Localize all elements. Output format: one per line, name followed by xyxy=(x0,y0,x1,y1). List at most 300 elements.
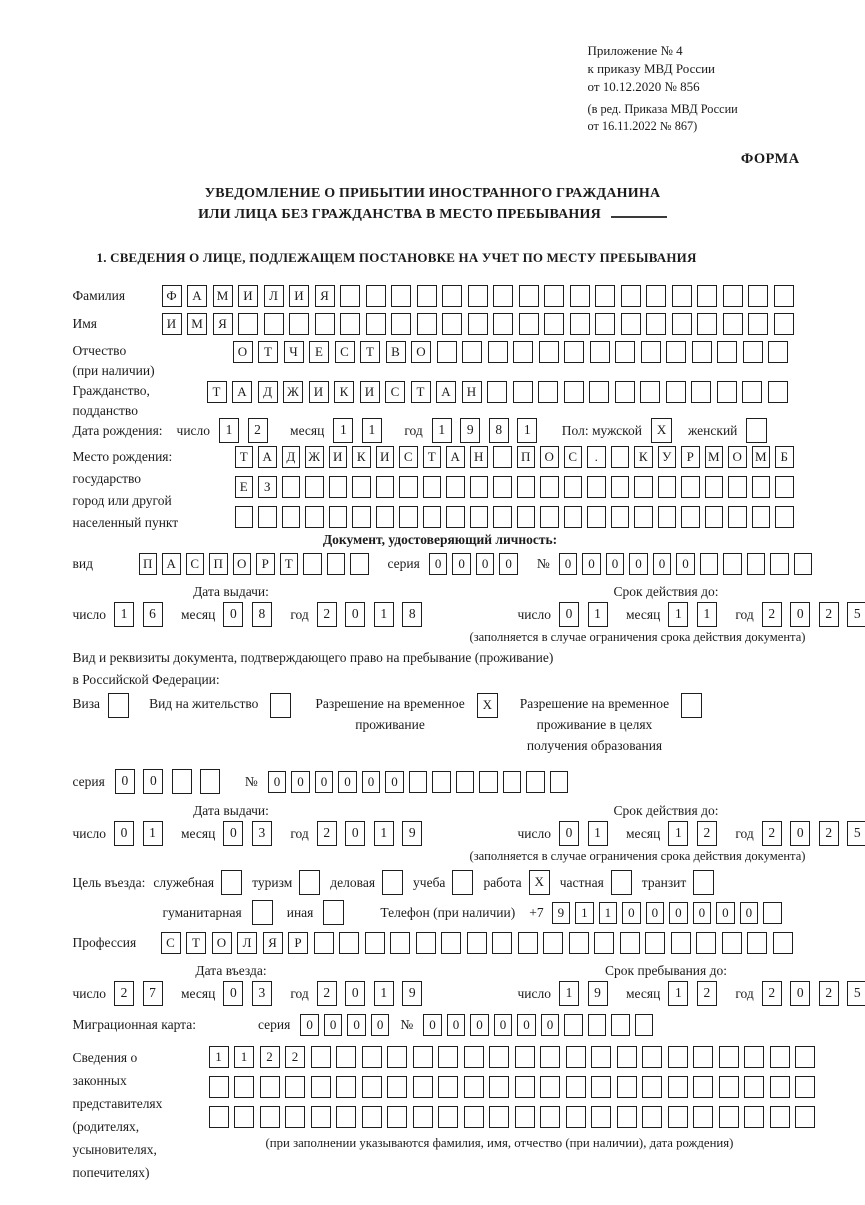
form-cell[interactable]: О xyxy=(728,446,747,468)
form-cell[interactable]: Т xyxy=(360,341,380,363)
form-cell[interactable]: 2 xyxy=(697,981,717,1006)
form-cell[interactable] xyxy=(681,693,702,718)
form-cell[interactable] xyxy=(768,381,788,403)
form-cell[interactable]: В xyxy=(386,341,406,363)
form-cell[interactable] xyxy=(717,341,737,363)
form-cell[interactable]: 0 xyxy=(622,902,641,924)
form-cell[interactable] xyxy=(774,285,794,307)
form-cell[interactable] xyxy=(642,1106,662,1128)
form-cell[interactable]: 0 xyxy=(676,553,695,575)
form-cell[interactable] xyxy=(773,932,793,954)
form-cell[interactable]: 0 xyxy=(559,553,578,575)
form-cell[interactable] xyxy=(589,381,609,403)
form-cell[interactable] xyxy=(515,1076,535,1098)
form-cell[interactable]: 2 xyxy=(819,821,839,846)
form-cell[interactable] xyxy=(540,1106,560,1128)
form-cell[interactable]: 0 xyxy=(452,553,471,575)
form-cell[interactable]: Я xyxy=(315,285,335,307)
form-cell[interactable]: 0 xyxy=(470,1014,489,1036)
form-cell[interactable]: З xyxy=(258,476,277,498)
form-cell[interactable]: Д xyxy=(282,446,301,468)
form-cell[interactable] xyxy=(285,1076,305,1098)
form-cell[interactable]: Н xyxy=(462,381,482,403)
form-cell[interactable]: 1 xyxy=(114,602,134,627)
form-cell[interactable] xyxy=(515,1046,535,1068)
form-cell[interactable] xyxy=(387,1076,407,1098)
form-cell[interactable]: 0 xyxy=(790,821,810,846)
form-cell[interactable] xyxy=(717,381,737,403)
form-cell[interactable] xyxy=(517,506,536,528)
form-cell[interactable]: Р xyxy=(681,446,700,468)
form-cell[interactable] xyxy=(365,932,385,954)
form-cell[interactable] xyxy=(591,1046,611,1068)
form-cell[interactable] xyxy=(570,313,590,335)
form-cell[interactable] xyxy=(303,553,322,575)
form-cell[interactable]: 9 xyxy=(402,981,422,1006)
form-cell[interactable]: . xyxy=(587,446,606,468)
form-cell[interactable] xyxy=(723,553,742,575)
form-cell[interactable] xyxy=(209,1076,229,1098)
form-cell[interactable]: Т xyxy=(258,341,278,363)
form-cell[interactable]: 0 xyxy=(362,771,381,793)
form-cell[interactable] xyxy=(413,1076,433,1098)
form-cell[interactable]: 5 xyxy=(847,602,865,627)
form-cell[interactable]: К xyxy=(334,381,354,403)
form-cell[interactable]: 2 xyxy=(762,602,782,627)
form-cell[interactable]: О xyxy=(233,553,252,575)
form-cell[interactable] xyxy=(566,1106,586,1128)
form-cell[interactable] xyxy=(519,285,539,307)
form-cell[interactable]: 1 xyxy=(362,418,382,443)
form-cell[interactable]: 0 xyxy=(223,981,243,1006)
form-cell[interactable]: 9 xyxy=(460,418,480,443)
form-cell[interactable] xyxy=(770,553,789,575)
form-cell[interactable] xyxy=(594,932,614,954)
form-cell[interactable] xyxy=(591,1106,611,1128)
form-cell[interactable] xyxy=(387,1106,407,1128)
form-cell[interactable] xyxy=(305,476,324,498)
form-cell[interactable] xyxy=(258,506,277,528)
form-cell[interactable] xyxy=(464,1106,484,1128)
form-cell[interactable] xyxy=(774,313,794,335)
form-cell[interactable]: 0 xyxy=(693,902,712,924)
form-cell[interactable]: Ф xyxy=(162,285,182,307)
form-cell[interactable]: 0 xyxy=(629,553,648,575)
form-cell[interactable] xyxy=(416,932,436,954)
form-cell[interactable] xyxy=(620,932,640,954)
form-cell[interactable] xyxy=(311,1046,331,1068)
form-cell[interactable]: И xyxy=(309,381,329,403)
form-cell[interactable]: 0 xyxy=(646,902,665,924)
form-cell[interactable] xyxy=(588,1014,607,1036)
form-cell[interactable]: 0 xyxy=(494,1014,513,1036)
form-cell[interactable] xyxy=(646,313,666,335)
form-cell[interactable] xyxy=(315,313,335,335)
form-cell[interactable] xyxy=(540,476,559,498)
form-cell[interactable]: М xyxy=(705,446,724,468)
form-cell[interactable]: 0 xyxy=(429,553,448,575)
form-cell[interactable] xyxy=(617,1046,637,1068)
form-cell[interactable] xyxy=(691,381,711,403)
form-cell[interactable] xyxy=(209,1106,229,1128)
form-cell[interactable] xyxy=(642,1076,662,1098)
form-cell[interactable] xyxy=(311,1106,331,1128)
form-cell[interactable] xyxy=(423,476,442,498)
form-cell[interactable] xyxy=(488,341,508,363)
form-cell[interactable] xyxy=(770,1076,790,1098)
form-cell[interactable] xyxy=(323,900,344,925)
form-cell[interactable] xyxy=(409,771,428,793)
form-cell[interactable] xyxy=(314,932,334,954)
form-cell[interactable]: А xyxy=(436,381,456,403)
form-cell[interactable]: Е xyxy=(235,476,254,498)
form-cell[interactable] xyxy=(108,693,129,718)
form-cell[interactable] xyxy=(564,476,583,498)
form-cell[interactable] xyxy=(615,381,635,403)
form-cell[interactable] xyxy=(723,285,743,307)
form-cell[interactable] xyxy=(564,341,584,363)
form-cell[interactable]: 8 xyxy=(252,602,272,627)
form-cell[interactable] xyxy=(719,1106,739,1128)
form-cell[interactable]: Р xyxy=(288,932,308,954)
form-cell[interactable]: 2 xyxy=(248,418,268,443)
form-cell[interactable] xyxy=(391,285,411,307)
form-cell[interactable] xyxy=(336,1076,356,1098)
form-cell[interactable]: 1 xyxy=(668,981,688,1006)
form-cell[interactable]: 1 xyxy=(697,602,717,627)
form-cell[interactable] xyxy=(795,1106,815,1128)
form-cell[interactable] xyxy=(366,285,386,307)
form-cell[interactable] xyxy=(200,769,220,794)
form-cell[interactable]: А xyxy=(162,553,181,575)
form-cell[interactable] xyxy=(235,506,254,528)
form-cell[interactable] xyxy=(329,506,348,528)
form-cell[interactable]: 5 xyxy=(847,821,865,846)
form-cell[interactable]: И xyxy=(329,446,348,468)
form-cell[interactable] xyxy=(775,506,794,528)
form-cell[interactable] xyxy=(668,1106,688,1128)
form-cell[interactable]: 0 xyxy=(345,602,365,627)
form-cell[interactable]: 0 xyxy=(315,771,334,793)
form-cell[interactable]: П xyxy=(209,553,228,575)
form-cell[interactable]: 0 xyxy=(371,1014,390,1036)
form-cell[interactable] xyxy=(672,313,692,335)
form-cell[interactable]: 1 xyxy=(668,602,688,627)
form-cell[interactable] xyxy=(658,476,677,498)
form-cell[interactable] xyxy=(311,1076,331,1098)
form-cell[interactable]: Е xyxy=(309,341,329,363)
form-cell[interactable] xyxy=(692,341,712,363)
form-cell[interactable] xyxy=(540,506,559,528)
form-cell[interactable] xyxy=(446,506,465,528)
form-cell[interactable] xyxy=(468,285,488,307)
form-cell[interactable] xyxy=(591,1076,611,1098)
form-cell[interactable] xyxy=(723,313,743,335)
form-cell[interactable] xyxy=(621,285,641,307)
form-cell[interactable] xyxy=(438,1076,458,1098)
form-cell[interactable]: У xyxy=(658,446,677,468)
form-cell[interactable] xyxy=(744,1106,764,1128)
form-cell[interactable] xyxy=(671,932,691,954)
form-cell[interactable] xyxy=(569,932,589,954)
form-cell[interactable] xyxy=(234,1106,254,1128)
form-cell[interactable]: Л xyxy=(264,285,284,307)
form-cell[interactable] xyxy=(564,506,583,528)
form-cell[interactable] xyxy=(238,313,258,335)
form-cell[interactable] xyxy=(635,1014,654,1036)
form-cell[interactable]: 1 xyxy=(219,418,239,443)
form-cell[interactable]: 9 xyxy=(552,902,571,924)
form-cell[interactable]: Ж xyxy=(305,446,324,468)
form-cell[interactable] xyxy=(642,1046,662,1068)
form-cell[interactable] xyxy=(489,1046,509,1068)
form-cell[interactable] xyxy=(366,313,386,335)
form-cell[interactable] xyxy=(438,1106,458,1128)
form-cell[interactable]: О xyxy=(411,341,431,363)
form-cell[interactable] xyxy=(748,313,768,335)
form-cell[interactable] xyxy=(672,285,692,307)
form-cell[interactable] xyxy=(728,506,747,528)
form-cell[interactable] xyxy=(270,693,291,718)
form-cell[interactable] xyxy=(417,285,437,307)
form-cell[interactable]: Т xyxy=(280,553,299,575)
form-cell[interactable] xyxy=(595,285,615,307)
form-cell[interactable] xyxy=(538,381,558,403)
form-cell[interactable] xyxy=(479,771,498,793)
form-cell[interactable]: 0 xyxy=(300,1014,319,1036)
form-cell[interactable] xyxy=(493,446,512,468)
form-cell[interactable] xyxy=(493,285,513,307)
form-cell[interactable]: С xyxy=(186,553,205,575)
form-cell[interactable] xyxy=(775,476,794,498)
form-cell[interactable] xyxy=(544,285,564,307)
form-cell[interactable] xyxy=(413,1046,433,1068)
form-cell[interactable] xyxy=(611,1014,630,1036)
form-cell[interactable] xyxy=(282,476,301,498)
form-cell[interactable]: А xyxy=(187,285,207,307)
form-cell[interactable] xyxy=(566,1076,586,1098)
form-cell[interactable]: 0 xyxy=(324,1014,343,1036)
form-cell[interactable] xyxy=(539,341,559,363)
form-cell[interactable] xyxy=(489,1076,509,1098)
form-cell[interactable] xyxy=(666,381,686,403)
form-cell[interactable] xyxy=(617,1076,637,1098)
form-cell[interactable] xyxy=(747,553,766,575)
form-cell[interactable] xyxy=(518,932,538,954)
form-cell[interactable] xyxy=(645,932,665,954)
form-cell[interactable] xyxy=(464,1076,484,1098)
form-cell[interactable] xyxy=(376,476,395,498)
form-cell[interactable] xyxy=(340,285,360,307)
form-cell[interactable] xyxy=(515,1106,535,1128)
form-cell[interactable]: 0 xyxy=(740,902,759,924)
form-cell[interactable] xyxy=(693,1106,713,1128)
form-cell[interactable] xyxy=(493,506,512,528)
form-cell[interactable] xyxy=(390,932,410,954)
form-cell[interactable]: 7 xyxy=(143,981,163,1006)
form-cell[interactable]: 0 xyxy=(716,902,735,924)
form-cell[interactable]: С xyxy=(385,381,405,403)
form-cell[interactable]: 2 xyxy=(819,981,839,1006)
form-cell[interactable]: 3 xyxy=(252,821,272,846)
form-cell[interactable]: 2 xyxy=(317,602,337,627)
form-cell[interactable] xyxy=(705,476,724,498)
form-cell[interactable]: 1 xyxy=(575,902,594,924)
form-cell[interactable]: 2 xyxy=(114,981,134,1006)
form-cell[interactable] xyxy=(172,769,192,794)
form-cell[interactable]: 3 xyxy=(252,981,272,1006)
form-cell[interactable] xyxy=(352,476,371,498)
form-cell[interactable]: Ч xyxy=(284,341,304,363)
form-cell[interactable]: И xyxy=(289,285,309,307)
form-cell[interactable] xyxy=(719,1076,739,1098)
form-cell[interactable]: Ж xyxy=(283,381,303,403)
form-cell[interactable]: 1 xyxy=(588,602,608,627)
form-cell[interactable]: 1 xyxy=(517,418,537,443)
form-cell[interactable]: X xyxy=(651,418,672,443)
form-cell[interactable]: 8 xyxy=(402,602,422,627)
form-cell[interactable] xyxy=(666,341,686,363)
form-cell[interactable] xyxy=(770,1046,790,1068)
form-cell[interactable] xyxy=(566,1046,586,1068)
form-cell[interactable] xyxy=(413,1106,433,1128)
form-cell[interactable] xyxy=(540,1046,560,1068)
form-cell[interactable] xyxy=(543,932,563,954)
form-cell[interactable] xyxy=(611,446,630,468)
form-cell[interactable]: 1 xyxy=(432,418,452,443)
form-cell[interactable]: 2 xyxy=(260,1046,280,1068)
form-cell[interactable]: С xyxy=(399,446,418,468)
form-cell[interactable]: Л xyxy=(237,932,257,954)
form-cell[interactable]: 0 xyxy=(338,771,357,793)
form-cell[interactable] xyxy=(362,1106,382,1128)
form-cell[interactable] xyxy=(668,1076,688,1098)
form-cell[interactable]: 2 xyxy=(762,981,782,1006)
form-cell[interactable]: 2 xyxy=(762,821,782,846)
form-cell[interactable] xyxy=(742,381,762,403)
form-cell[interactable] xyxy=(252,900,273,925)
form-cell[interactable] xyxy=(329,476,348,498)
form-cell[interactable] xyxy=(696,932,716,954)
form-cell[interactable]: 0 xyxy=(291,771,310,793)
form-cell[interactable] xyxy=(795,1046,815,1068)
form-cell[interactable] xyxy=(513,341,533,363)
form-cell[interactable]: Т xyxy=(207,381,227,403)
form-cell[interactable] xyxy=(493,476,512,498)
form-cell[interactable]: 1 xyxy=(209,1046,229,1068)
form-cell[interactable]: 0 xyxy=(114,821,134,846)
form-cell[interactable]: А xyxy=(232,381,252,403)
form-cell[interactable] xyxy=(399,476,418,498)
form-cell[interactable] xyxy=(700,553,719,575)
form-cell[interactable] xyxy=(260,1076,280,1098)
form-cell[interactable]: Б xyxy=(775,446,794,468)
form-cell[interactable]: 0 xyxy=(790,602,810,627)
form-cell[interactable]: О xyxy=(212,932,232,954)
form-cell[interactable] xyxy=(441,932,461,954)
form-cell[interactable] xyxy=(470,476,489,498)
form-cell[interactable] xyxy=(282,506,301,528)
form-cell[interactable]: 0 xyxy=(115,769,135,794)
form-cell[interactable] xyxy=(442,313,462,335)
form-cell[interactable]: А xyxy=(446,446,465,468)
form-cell[interactable]: М xyxy=(752,446,771,468)
form-cell[interactable] xyxy=(705,506,724,528)
form-cell[interactable]: 1 xyxy=(374,821,394,846)
form-cell[interactable] xyxy=(487,381,507,403)
form-cell[interactable] xyxy=(452,870,473,895)
form-cell[interactable] xyxy=(611,476,630,498)
form-cell[interactable] xyxy=(462,341,482,363)
form-cell[interactable]: 8 xyxy=(489,418,509,443)
form-cell[interactable]: И xyxy=(376,446,395,468)
form-cell[interactable] xyxy=(437,341,457,363)
form-cell[interactable] xyxy=(446,476,465,498)
form-cell[interactable]: 0 xyxy=(385,771,404,793)
form-cell[interactable]: 0 xyxy=(347,1014,366,1036)
form-cell[interactable]: Д xyxy=(258,381,278,403)
form-cell[interactable] xyxy=(615,341,635,363)
form-cell[interactable]: 0 xyxy=(559,602,579,627)
form-cell[interactable]: 2 xyxy=(317,821,337,846)
form-cell[interactable]: Т xyxy=(423,446,442,468)
form-cell[interactable] xyxy=(634,506,653,528)
form-cell[interactable]: Н xyxy=(470,446,489,468)
form-cell[interactable]: И xyxy=(162,313,182,335)
form-cell[interactable]: 0 xyxy=(223,602,243,627)
form-cell[interactable] xyxy=(285,1106,305,1128)
form-cell[interactable]: 1 xyxy=(143,821,163,846)
form-cell[interactable] xyxy=(748,285,768,307)
form-cell[interactable] xyxy=(221,870,242,895)
form-cell[interactable]: 0 xyxy=(541,1014,560,1036)
form-cell[interactable]: С xyxy=(161,932,181,954)
form-cell[interactable]: 2 xyxy=(317,981,337,1006)
form-cell[interactable]: 1 xyxy=(559,981,579,1006)
form-cell[interactable] xyxy=(693,870,714,895)
form-cell[interactable] xyxy=(544,313,564,335)
form-cell[interactable] xyxy=(299,870,320,895)
form-cell[interactable] xyxy=(681,506,700,528)
form-cell[interactable] xyxy=(570,285,590,307)
form-cell[interactable] xyxy=(587,476,606,498)
form-cell[interactable] xyxy=(468,313,488,335)
form-cell[interactable] xyxy=(376,506,395,528)
form-cell[interactable] xyxy=(595,313,615,335)
form-cell[interactable] xyxy=(417,313,437,335)
form-cell[interactable] xyxy=(719,1046,739,1068)
form-cell[interactable] xyxy=(526,771,545,793)
form-cell[interactable]: Я xyxy=(213,313,233,335)
form-cell[interactable] xyxy=(340,313,360,335)
form-cell[interactable]: 0 xyxy=(499,553,518,575)
form-cell[interactable] xyxy=(492,932,512,954)
form-cell[interactable]: 1 xyxy=(588,821,608,846)
form-cell[interactable]: 5 xyxy=(847,981,865,1006)
form-cell[interactable] xyxy=(550,771,569,793)
form-cell[interactable] xyxy=(640,381,660,403)
form-cell[interactable] xyxy=(590,341,610,363)
form-cell[interactable]: К xyxy=(352,446,371,468)
form-cell[interactable] xyxy=(697,285,717,307)
form-cell[interactable]: 1 xyxy=(599,902,618,924)
form-cell[interactable] xyxy=(747,932,767,954)
form-cell[interactable]: 0 xyxy=(223,821,243,846)
form-cell[interactable] xyxy=(722,932,742,954)
form-cell[interactable] xyxy=(763,902,782,924)
form-cell[interactable]: Т xyxy=(411,381,431,403)
form-cell[interactable]: М xyxy=(213,285,233,307)
